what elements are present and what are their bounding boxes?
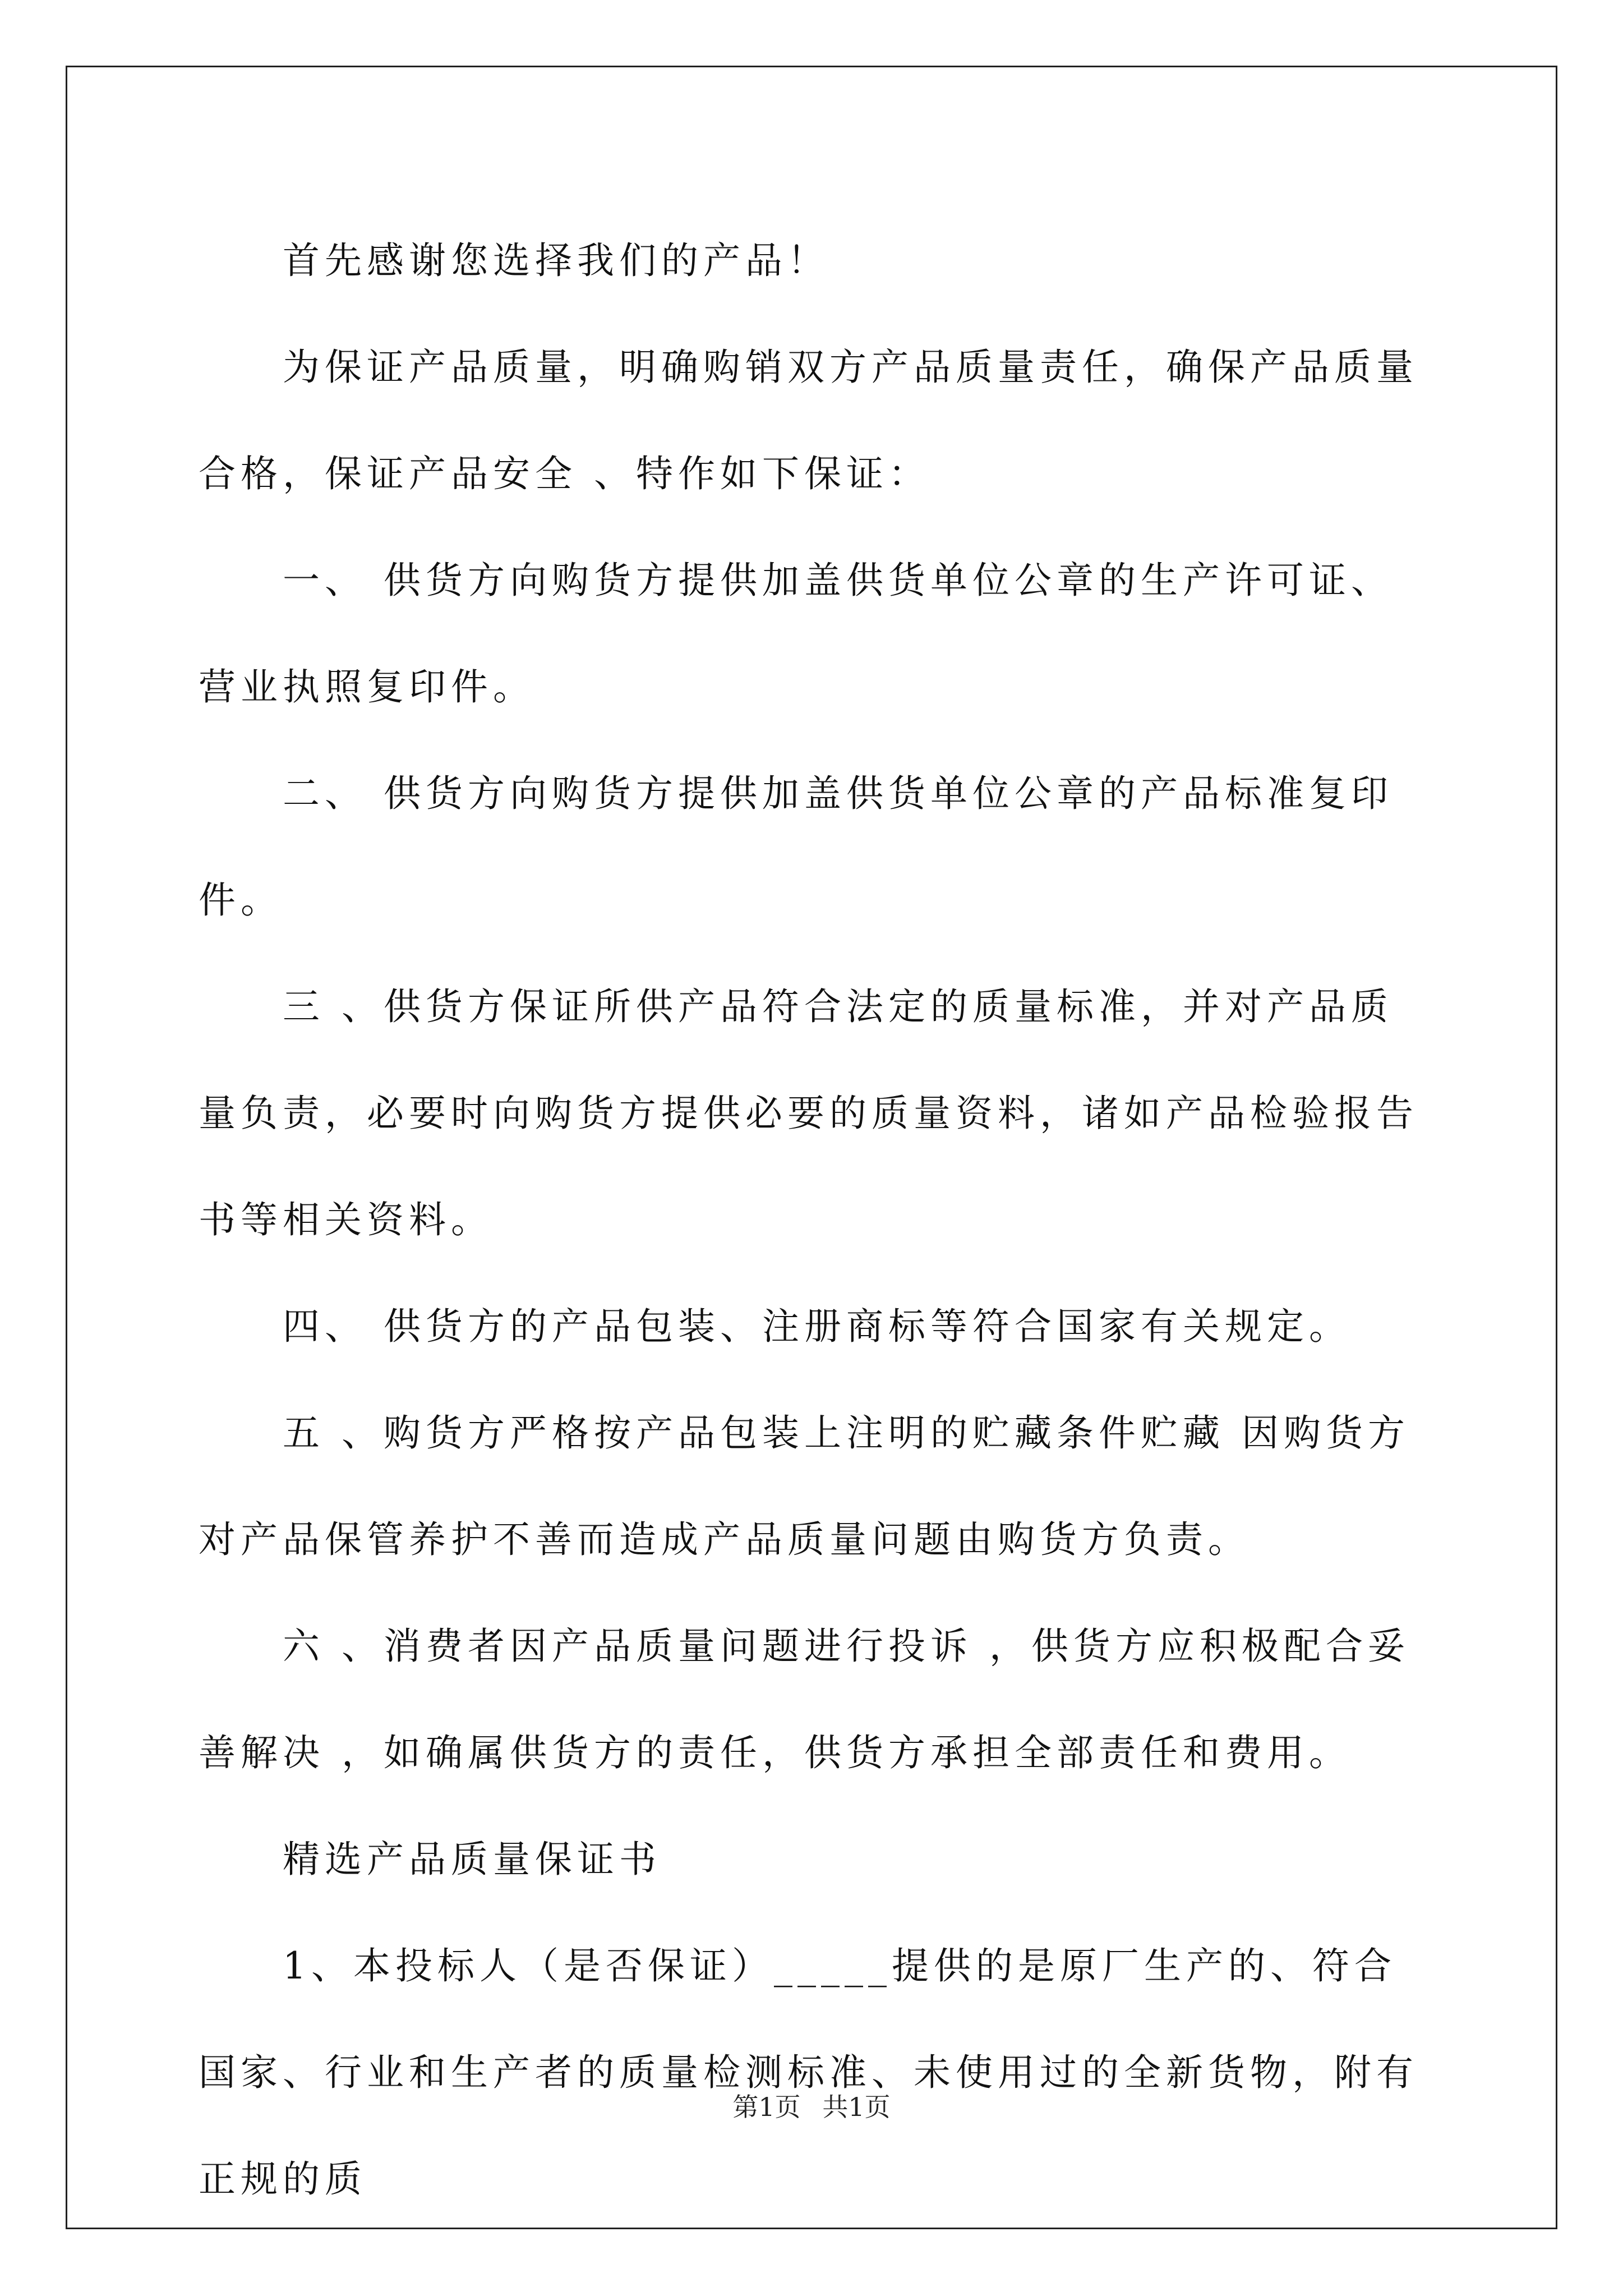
paragraph-clause-6: 六 、消费者因产品质量问题进行投诉 ，供货方应积极配合妥善解决 ，如确属供货方的责任，供货方承担全部责任和费用。 (199, 1625, 1410, 1774)
document-body (199, 208, 1432, 2233)
paragraph-clause-3: 三 、供货方保证所供产品符合法定的质量标准，并对产品质量负责，必要时向购货方提供必要的质量资料，诸如产品检验报告书等相关资料。 (199, 985, 1418, 1241)
paragraph-purpose: 为保证产品质量，明确购销双方产品质量责任，确保产品质量合格，保证产品安全 、特作如下保证： (199, 346, 1418, 495)
paragraph-clause-5: 五 、购货方严格按产品包装上注明的贮藏条件贮藏 因购货方对产品保管养护不善而造成产品质量问题由购货方负责。 (199, 1411, 1410, 1561)
page-number-total: 共1页 (822, 2092, 891, 2122)
paragraph-clause-2: 二、 供货方向购货方提供加盖供货单位公章的产品标准复印件。 (199, 772, 1393, 922)
paragraph-clause-1: 一、 供货方向购货方提供加盖供货单位公章的生产许可证、营业执照复印件。 (199, 559, 1393, 708)
section-heading: 精选产品质量保证书 (283, 1838, 661, 1881)
page-footer (0, 2087, 1623, 2124)
paragraph-bid-clause-1: 1、本投标人（是否保证）_____提供的是原厂生产的、符合国家、行业和生产者的质量检测标准、未使用过的全新货物，附有正规的质 (199, 1944, 1418, 2201)
page-number-current: 第1页 (732, 2092, 801, 2122)
paragraph-clause-4: 四、 供货方的产品包装、注册商标等符合国家有关规定。 (283, 1305, 1351, 1348)
paragraph-intro: 首先感谢您选择我们的产品！ (283, 239, 829, 282)
